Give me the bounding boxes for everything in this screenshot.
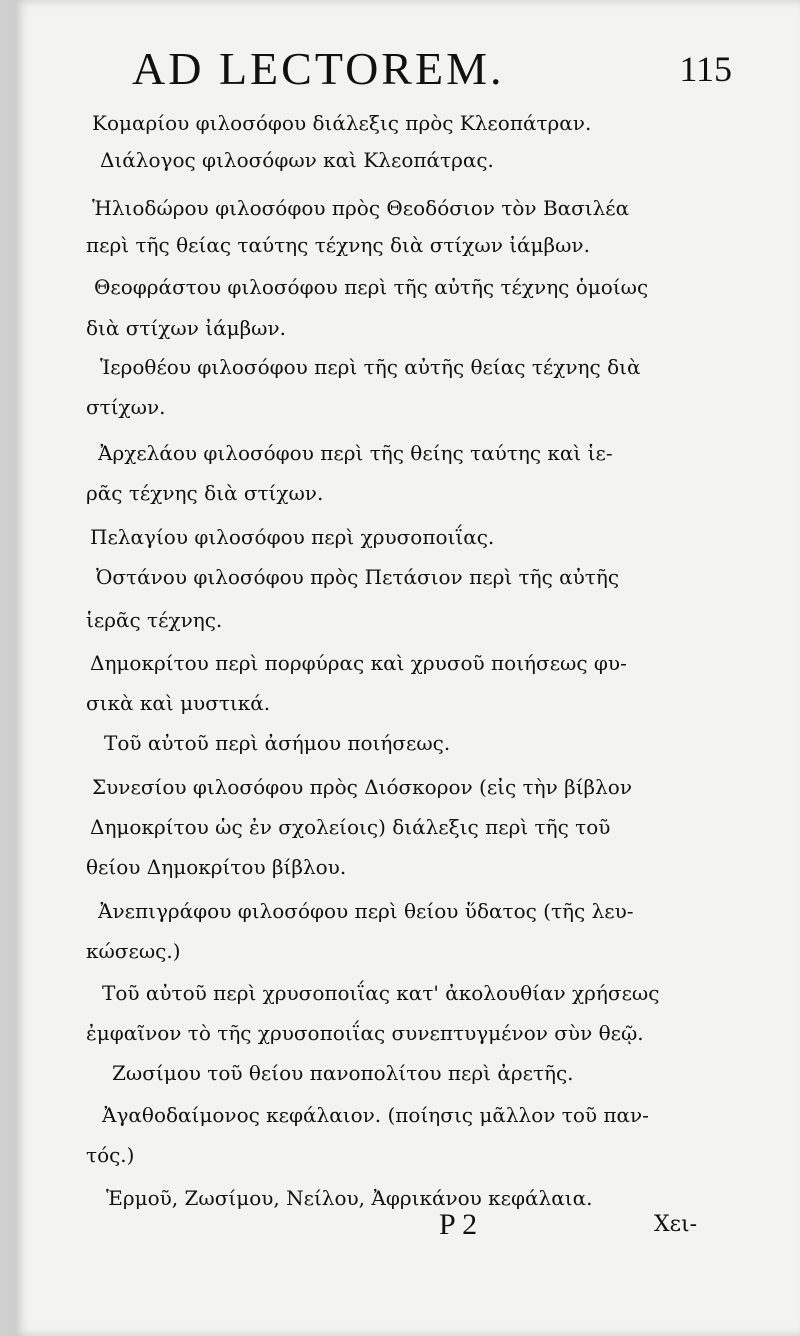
text-line: Διάλογος φιλοσόφων καὶ Κλεοπάτρας.	[100, 148, 494, 172]
signature-mark: P 2	[439, 1208, 478, 1241]
text-line: Τοῦ αὐτοῦ περὶ χρυσοποιΐας κατ' ἀκολουθίαν χρήσεως	[102, 981, 660, 1005]
text-line: ἱερᾶς τέχνης.	[86, 608, 223, 632]
running-title: AD LECTOREM.	[132, 43, 505, 94]
text-line: Ἀνεπιγράφου φιλοσόφου περὶ θείου ὕδατος (τῆς λευ-	[98, 899, 634, 923]
text-line: Ζωσίμου τοῦ θείου πανοπολίτου περὶ ἀρετῆς.	[112, 1061, 574, 1085]
text-line: Δημοκρίτου ὡς ἐν σχολείοις) διάλεξις περὶ τῆς τοῦ	[90, 815, 611, 839]
text-line: κώσεως.)	[86, 939, 181, 963]
text-line: περὶ τῆς θείας ταύτης τέχνης διὰ στίχων ἰάμβων.	[86, 233, 590, 257]
page-footer	[14, 1208, 800, 1248]
text-line: Ἀγαθοδαίμονος κεφάλαιον. (ποίησις μᾶλλον τοῦ παν-	[102, 1103, 649, 1127]
book-page	[14, 0, 800, 1336]
text-line: θείου Δημοκρίτου βίβλου.	[86, 855, 347, 879]
text-line: τός.)	[86, 1143, 135, 1167]
text-line: Ἀρχελάου φιλοσόφου περὶ τῆς θείης ταύτης καὶ ἱε-	[98, 441, 613, 465]
text-line: ἐμφαῖνον τὸ τῆς χρυσοποιΐας συνεπτυγμένον σὺν θεῷ.	[86, 1021, 644, 1045]
text-line: Πελαγίου φιλοσόφου περὶ χρυσοποιΐας.	[90, 525, 495, 549]
page-number: 115	[679, 49, 732, 89]
text-line: Κομαρίου φιλοσόφου διάλεξις πρὸς Κλεοπάτραν.	[92, 111, 592, 135]
text-line: Συνεσίου φιλοσόφου πρὸς Διόσκορον (εἰς τὴν βίβλον	[92, 775, 632, 799]
text-line: Ἑρμοῦ, Ζωσίμου, Νείλου, Ἀφρικάνου κεφάλαια.	[106, 1186, 593, 1210]
page-header	[132, 42, 732, 102]
text-line: Ἡλιοδώρου φιλοσόφου πρὸς Θεοδόσιον τὸν Βασιλέα	[92, 196, 630, 220]
catchword: Χει-	[654, 1212, 698, 1237]
text-line: Ὀστάνου φιλοσόφου πρὸς Πετάσιον περὶ τῆς αὐτῆς	[96, 565, 620, 589]
text-line: Τοῦ αὐτοῦ περὶ ἀσήμου ποιήσεως.	[104, 731, 451, 755]
text-line: στίχων.	[86, 395, 166, 419]
text-line: ρᾶς τέχνης διὰ στίχων.	[86, 481, 324, 505]
text-line: Θεοφράστου φιλοσόφου περὶ τῆς αὐτῆς τέχνης ὁμοίως	[94, 275, 649, 299]
text-line: Δημοκρίτου περὶ πορφύρας καὶ χρυσοῦ ποιήσεως φυ-	[90, 651, 627, 675]
text-line: Ἱεροθέου φιλοσόφου περὶ τῆς αὐτῆς θείας τέχνης διὰ	[100, 355, 641, 379]
text-line: σικὰ καὶ μυστικά.	[86, 691, 271, 715]
text-line: διὰ στίχων ἰάμβων.	[86, 316, 286, 340]
